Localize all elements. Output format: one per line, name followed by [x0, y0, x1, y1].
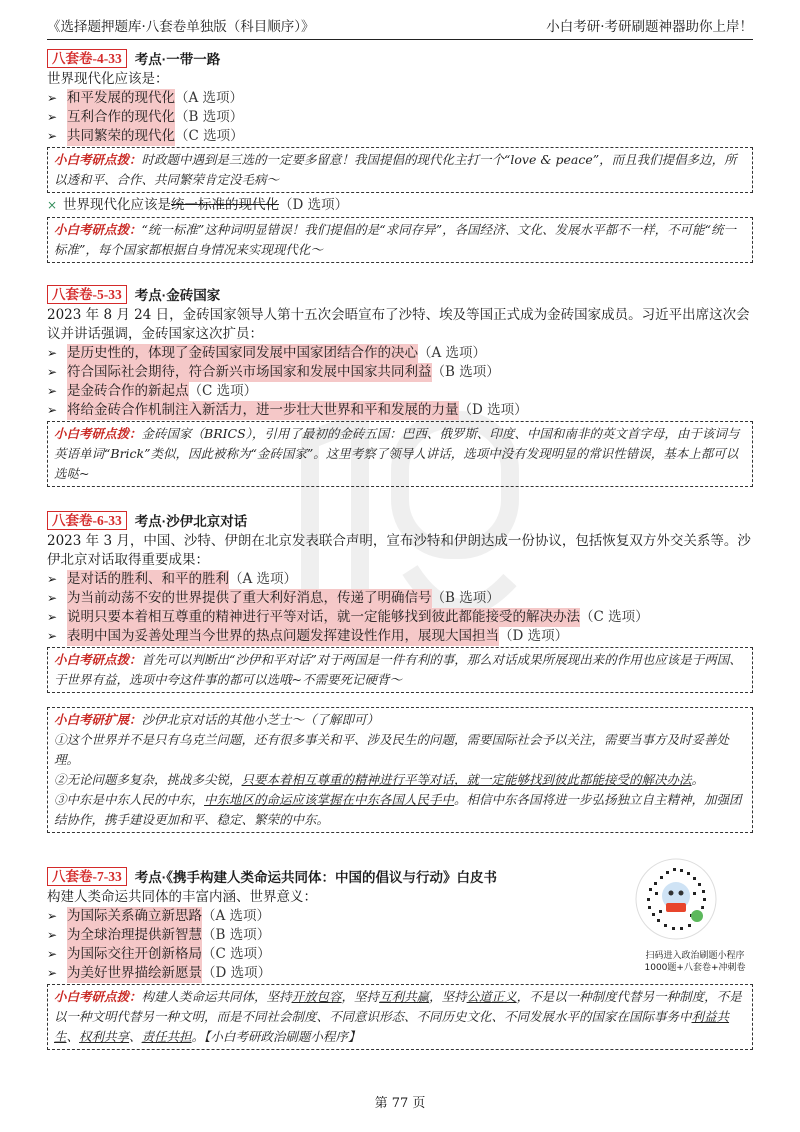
option-c: ➢ 为国际交往开创新格局 （C 选项）: [47, 946, 271, 962]
tip-box: [47, 147, 753, 193]
tip-label: 小白考研点拨：: [54, 652, 142, 667]
tip-box: 小白考研点拨：构建人类命运共同体，坚持开放包容，坚持互利共赢，坚持公道正义，不是以一种制度代替另一种制度，不是以一种文明代替另一种文明，而是不同社会制度、不同意识形态、不同历史文化、不同发展水平的国家在国际事务中利益共生、权利共享、责任共担。【小白考研政治刷题小程序】: [47, 984, 753, 1050]
option-a: ➢ 为国际关系确立新思路 （A 选项）: [47, 908, 271, 924]
mini-program-qr[interactable]: [635, 858, 755, 998]
tip-box: [47, 647, 753, 693]
arrow-bullet-icon: ➢: [47, 591, 58, 605]
arrow-bullet-icon: ➢: [47, 91, 58, 105]
option-a: ➢ 是对话的胜利、和平的胜利 （A 选项）: [47, 571, 298, 587]
qr-caption-2: 1000题+八套卷+冲刺卷: [644, 963, 746, 973]
option-c: ➢ 共同繁荣的现代化 （C 选项）: [47, 128, 244, 144]
option-d: ➢ 将给金砖合作机制注入新活力，进一步壮大世界和平和发展的力量 （D 选项）: [47, 402, 528, 418]
section-title-row: [47, 510, 753, 530]
qr-caption-1: 扫码进入政治刷题小程序: [645, 951, 745, 961]
section-intro: 2023 年 8 月 24 日，金砖国家领导人第十五次会晤宣布了沙特、埃及等国正式成为金砖国家成员。习近平出席这次会议并讲话强调，金砖国家这次扩员：: [47, 307, 750, 342]
option-d: ➢ 表明中国为妥善处理当今世界的热点问题发挥建设性作用，展现大国担当 （D 选项）: [47, 628, 569, 644]
option-c: ➢ 说明只要本着相互尊重的精神进行平等对话，就一定能够找到彼此都能接受的解决办法 （C 选项）: [47, 609, 649, 625]
section-topic: 考点·沙伊北京对话: [134, 514, 248, 529]
extension-box: [47, 707, 753, 833]
extension-point-2: ②无论问题多复杂，挑战多尖锐，只要本着相互尊重的精神进行平等对话，就一定能够找到彼此都能接受的解决办法。: [54, 772, 705, 787]
arrow-bullet-icon: ➢: [47, 129, 58, 143]
extension-label: 小白考研扩展：: [54, 712, 142, 727]
section-brics: [47, 284, 753, 487]
tip-box: [47, 217, 753, 263]
qr-code-icon: [635, 858, 717, 940]
option-b: ➢ 为全球治理提供新智慧 （B 选项）: [47, 927, 271, 943]
arrow-bullet-icon: ➢: [47, 966, 58, 980]
tip-box: [47, 421, 753, 487]
arrow-bullet-icon: ➢: [47, 384, 58, 398]
page-number: 第 77 页: [374, 1096, 426, 1111]
section-tag: 八套卷-5-33: [47, 285, 127, 304]
option-a: ➢ 是历史性的，体现了金砖国家同发展中国家团结合作的决心 （A 选项）: [47, 345, 487, 361]
tip-text: 时政题中遇到是三选的一定要多留意！我国提倡的现代化主打一个“love & peace”，而且我们提倡多边，所以透和平、合作、共同繁荣肯定没毛病～: [54, 152, 737, 187]
section-topic: 考点·金砖国家: [134, 288, 221, 303]
option-b: ➢ 互利合作的现代化 （B 选项）: [47, 109, 244, 125]
section-tag: 八套卷-7-33: [47, 867, 127, 886]
option-b: ➢ 符合国际社会期待，符合新兴市场国家和发展中国家共同利益 （B 选项）: [47, 364, 500, 380]
tip-text: 金砖国家（BRICS），引用了最初的金砖五国：巴西、俄罗斯、印度、中国和南非的英文首字母，由于该词与英语单词“Brick”类似，因此被称为“金砖国家”。这里考察了领导人讲话，选项中没有发现明显的常识性错误，基本上都可以选哒~: [54, 426, 740, 481]
section-intro: 构建人类命运共同体的丰富内涵、世界意义：: [47, 889, 317, 905]
tip-label: 小白考研点拨：: [54, 989, 142, 1004]
extension-title: 沙伊北京对话的其他小芝士～（了解即可）: [141, 712, 380, 727]
extension-point-3: ③中东是中东人民的中东，中东地区的命运应该掌握在中东各国人民手中。相信中东各国将进一步弘扬独立自主精神，加强团结协作，携手建设更加和平、稳定、繁荣的中东。: [54, 792, 742, 827]
qr-badge: 题库: [688, 902, 702, 910]
section-tag: 八套卷-6-33: [47, 511, 127, 530]
arrow-bullet-icon: ➢: [47, 110, 58, 124]
option-b: ➢ 为当前动荡不安的世界提供了重大利好消息，传递了明确信号 （B 选项）: [47, 590, 500, 606]
option-a: ➢ 和平发展的现代化 （A 选项）: [47, 90, 244, 106]
section-title-row: [47, 48, 753, 68]
option-c: ➢ 是金砖合作的新起点 （C 选项）: [47, 383, 258, 399]
header-right-slogan: 小白考研·考研刷题神器助你上岸！: [546, 19, 753, 35]
arrow-bullet-icon: ➢: [47, 346, 58, 360]
extension-point-1: ①这个世界并不是只有乌克兰问题，还有很多事关和平、涉及民生的问题，需要国际社会予以关注，需要当事方及时妥善处理。: [54, 732, 730, 767]
option-d: ➢ 为美好世界描绘新愿景 （D 选项）: [47, 965, 272, 981]
tip-label: 小白考研点拨：: [54, 426, 142, 441]
tip-text: 首先可以判断出“沙伊和平对话”对于两国是一件有利的事，那么对话成果所展现出来的作用也应该是于两国、于世界有益，选项中夸这件事的都可以选哦~不需要死记硬背～: [54, 652, 742, 687]
arrow-bullet-icon: ➢: [47, 629, 58, 643]
arrow-bullet-icon: ➢: [47, 610, 58, 624]
arrow-bullet-icon: ➢: [47, 909, 58, 923]
arrow-bullet-icon: ➢: [47, 947, 58, 961]
section-intro: 2023 年 3 月，中国、沙特、伊朗在北京发表联合声明，宣布沙特和伊朗达成一份协议，包括恢复双方外交关系等。沙伊北京对话取得重要成果：: [47, 533, 751, 568]
tip-label: 小白考研点拨：: [54, 222, 142, 237]
wrong-option-d: × 世界现代化应该是 统一标准的现代化 （D 选项）: [47, 197, 349, 213]
header-left-title: 《选择题押题库·八套卷单独版（科目顺序）》: [47, 19, 315, 35]
section-tag: 八套卷-4-33: [47, 49, 127, 68]
cross-icon: ×: [47, 198, 58, 212]
section-topic: 考点·一带一路: [134, 52, 221, 67]
tip-text: “统一标准”这种词明显错误！我们提倡的是“求同存异”，各国经济、文化、发展水平都不一样，不可能“统一标准”，每个国家都根据自身情况来实现现代化～: [54, 222, 736, 257]
section-title-row: [47, 284, 753, 304]
section-saudi-iran-dialogue: [47, 510, 753, 833]
section-belt-road: [47, 48, 753, 263]
tip-label: 小白考研点拨：: [54, 152, 142, 167]
arrow-bullet-icon: ➢: [47, 403, 58, 417]
page-header: [47, 14, 753, 40]
arrow-bullet-icon: ➢: [47, 572, 58, 586]
section-topic: 考点·《携手构建人类命运共同体：中国的倡议与行动》白皮书: [134, 870, 497, 885]
arrow-bullet-icon: ➢: [47, 928, 58, 942]
section-intro: 世界现代化应该是：: [47, 71, 169, 87]
arrow-bullet-icon: ➢: [47, 365, 58, 379]
